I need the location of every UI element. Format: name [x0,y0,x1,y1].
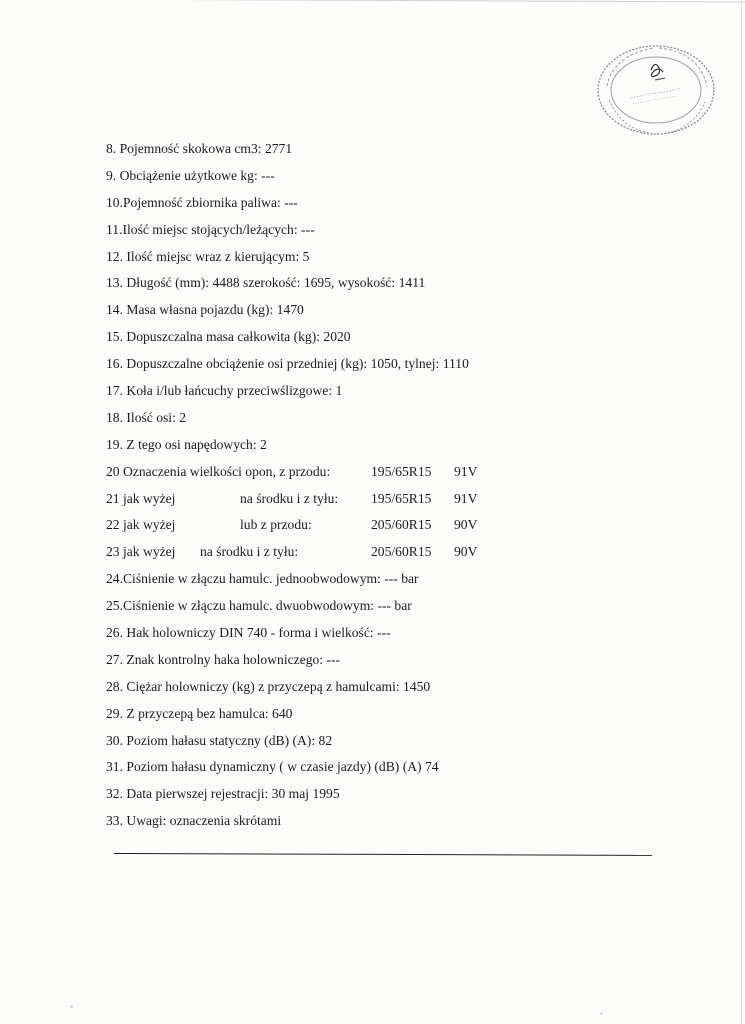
field-line-24: 24.Ciśnienie w złączu hamulc. jednoobwodowym: --- bar [106,571,419,587]
tire-size: 195/65R15 [371,463,432,479]
tire-row-23 [106,539,666,566]
tire-index: 90V [454,544,478,560]
field-line-29: 29. Z przyczepą bez hamulca: 640 [106,705,293,721]
tire-label: 20 Oznaczenia wielkości opon, z przodu: [106,463,331,479]
page-top-edge [60,0,745,10]
field-line-27: 27. Znak kontrolny haka holowniczego: --- [106,651,341,667]
field-line-14: 14. Masa własna pojazdu (kg): 1470 [106,302,304,318]
field-line-13: 13. Długość (mm): 4488 szerokość: 1695, wysokość: 1411 [106,275,426,291]
scan-speck [70,1005,73,1008]
translator-seal-icon [593,42,721,140]
field-line-19: 19. Z tego osi napędowych: 2 [106,436,267,452]
tire-size: 205/60R15 [371,517,432,533]
field-line-15: 15. Dopuszczalna masa całkowita (kg): 2020 [106,329,351,345]
tire-row-22 [106,512,666,539]
field-line-8: 8. Pojemność skokowa cm3: 2771 [106,141,293,156]
field-line-28: 28. Ciężar holowniczy (kg) z przyczepą z hamulcami: 1450 [106,678,431,694]
tire-label: 21 jak wyżej [106,490,176,506]
field-line-10: 10.Pojemność zbiornika paliwa: --- [106,194,298,210]
field-line-26: 26. Hak holowniczy DIN 740 - forma i wielkość: --- [106,625,391,641]
field-line-30: 30. Poziom hałasu statyczny (dB) (A): 82 [106,732,333,748]
field-line-16: 16. Dopuszczalne obciążenie osi przedniej (kg): 1050, tylnej: 1110 [106,356,469,372]
tire-position: lub z przodu: [240,517,312,533]
field-line-11: 11.Ilość miejsc stojących/leżących: --- [106,221,315,237]
tire-position: na środku i z tyłu: [200,544,299,560]
scan-speck [600,1012,603,1015]
tire-label: 22 jak wyżej [106,517,176,533]
tire-size: 205/60R15 [371,544,432,560]
field-line-9: 9. Obciążenie użytkowe kg: --- [106,167,275,183]
field-line-17: 17. Koła i/lub łańcuchy przeciwślizgowe: 1 [106,383,343,399]
tire-index: 90V [454,517,478,533]
tire-row-20 [106,459,666,486]
tire-position: na środku i z tyłu: [240,490,339,506]
tire-index: 91V [454,490,478,506]
remarks-underline [114,853,652,856]
tire-row-21 [106,486,666,513]
tire-label: 23 jak wyżej [106,544,176,560]
tire-index: 91V [454,463,478,479]
field-line-31: 31. Poziom hałasu dynamiczny ( w czasie jazdy) (dB) (A) 74 [106,759,439,775]
field-line-25: 25.Ciśnienie w złączu hamulc. dwuobwodowym: --- bar [106,598,412,614]
document-body [106,136,666,835]
tire-size: 195/65R15 [371,490,432,506]
field-line-18: 18. Ilość osi: 2 [106,409,187,425]
page-right-edge [741,0,742,1024]
field-line-33: 33. Uwagi: oznaczenia skrótami [106,813,282,829]
field-line-32: 32. Data pierwszej rejestracji: 30 maj 1995 [106,786,340,802]
field-line-12: 12. Ilość miejsc wraz z kierującym: 5 [106,248,310,264]
